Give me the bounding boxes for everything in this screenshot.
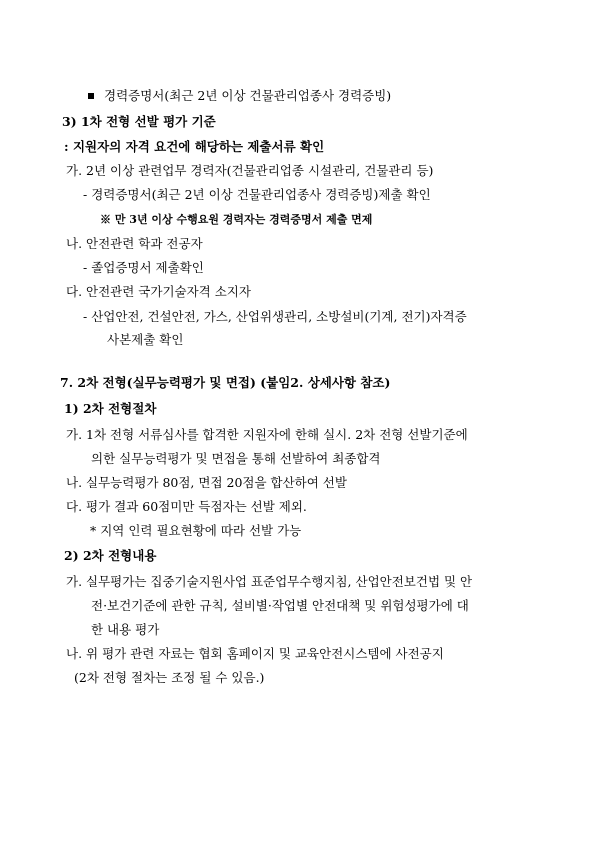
section-7-heading: 7. 2차 전형(실무능력평가 및 면접) (붙임2. 상세사항 참조) — [60, 375, 391, 390]
section-3-intro: : 지원자의 자격 요건에 해당하는 제출서류 확인 — [64, 139, 325, 154]
item-ga: 가. 2년 이상 관련업무 경력자(건물관리업종 시설관리, 건물관리 등) — [66, 163, 434, 178]
item-ga-sub: - 경력증명서(최근 2년 이상 건물관리업종사 경력증빙)제출 확인 — [83, 187, 431, 202]
subsection-2-heading: 2) 2차 전형내용 — [64, 548, 157, 563]
p1-note: * 지역 인력 필요현황에 따라 선발 가능 — [90, 523, 302, 538]
section-3-heading: 3) 1차 전형 선발 평가 기준 — [62, 114, 216, 129]
p2-item-ga-line2: 전·보건기준에 관한 규칙, 설비별·작업별 안전대책 및 위험성평가에 대 — [91, 598, 469, 613]
item-da: 다. 안전관련 국가기술자격 소지자 — [66, 284, 251, 299]
p2-item-ga-line1: 가. 실무평가는 집중기술지원사업 표준업무수행지침, 산업안전보건법 및 안 — [66, 574, 473, 589]
p1-item-ga-line2: 의한 실무능력평가 및 면접을 통해 선발하여 최종합격 — [91, 451, 381, 466]
square-bullet-icon — [88, 93, 94, 99]
p2-footnote: (2차 전형 절차는 조정 될 수 있음.) — [74, 670, 265, 685]
subsection-1-heading: 1) 2차 전형절차 — [64, 401, 157, 416]
p1-item-da: 다. 평가 결과 60점미만 득점자는 선발 제외. — [66, 499, 307, 514]
item-na: 나. 안전관련 학과 전공자 — [66, 236, 203, 251]
item-na-sub: - 졸업증명서 제출확인 — [83, 260, 204, 275]
p1-item-ga-line1: 가. 1차 전형 서류심사를 합격한 지원자에 한해 실시. 2차 전형 선발기준에 — [66, 427, 468, 442]
bullet-item — [88, 88, 391, 104]
p2-item-na: 나. 위 평가 관련 자료는 협회 홈페이지 및 교육안전시스템에 사전공지 — [66, 646, 444, 661]
item-da-sub-line2: 사본제출 확인 — [107, 332, 184, 347]
item-ga-note: ※ 만 3년 이상 수행요원 경력자는 경력증명서 제출 면제 — [100, 213, 373, 226]
bullet-text: 경력증명서(최근 2년 이상 건물관리업종사 경력증빙) — [104, 88, 392, 103]
p2-item-ga-line3: 한 내용 평가 — [91, 622, 160, 637]
item-da-sub-line1: - 산업안전, 건설안전, 가스, 산업위생관리, 소방설비(기계, 전기)자격증 — [83, 309, 467, 324]
p1-item-na: 나. 실무능력평가 80점, 면접 20점을 합산하여 선발 — [66, 475, 347, 490]
